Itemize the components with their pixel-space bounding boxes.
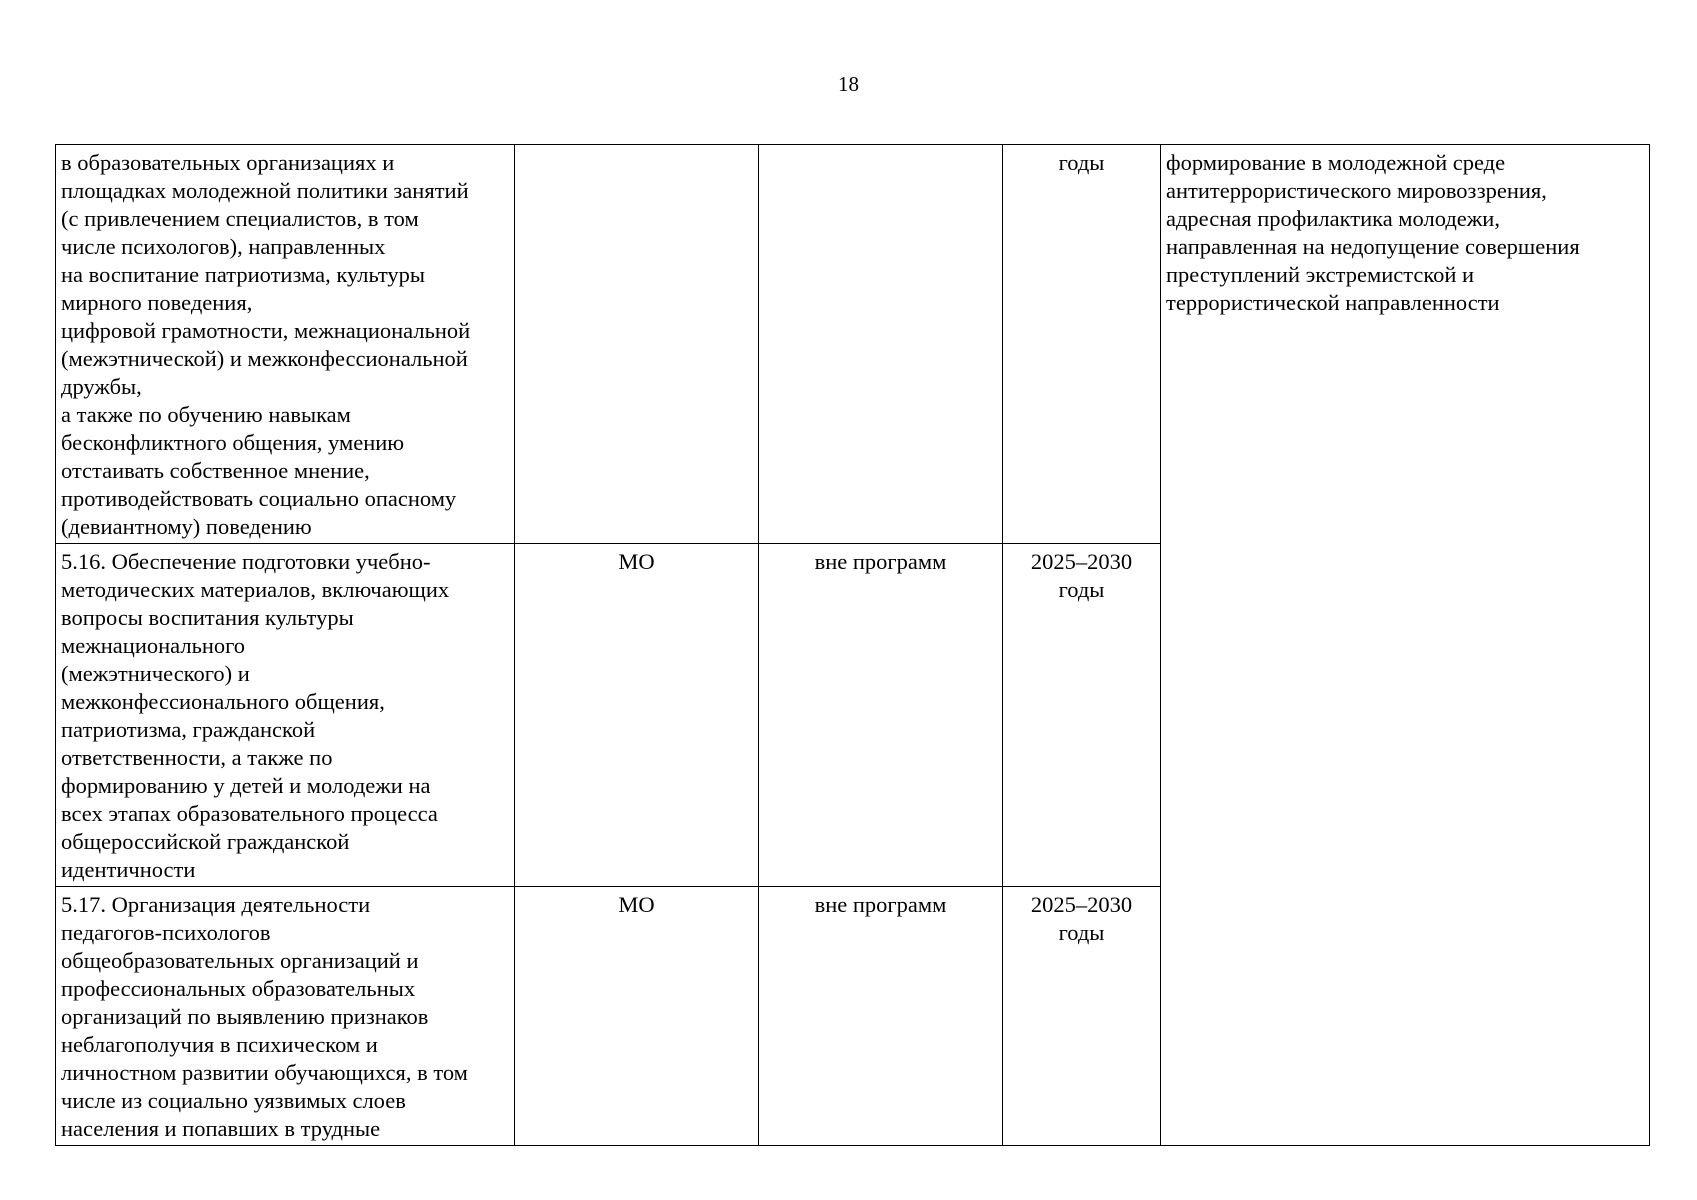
measure-line: (межэтнической) и межконфессиональной — [61, 346, 468, 371]
measure-line: личностном развитии обучающихся, в том — [61, 1060, 468, 1085]
funding-source-cell: вне программ — [759, 544, 1003, 887]
measure-line: профессиональных образовательных — [61, 976, 416, 1001]
period-cell — [1003, 887, 1161, 1146]
measure-line: 5.16. Обеспечение подготовки учебно- — [61, 549, 431, 574]
measure-line: формированию у детей и молодежи на — [61, 773, 431, 798]
result-line: формирование в молодежной среде — [1166, 150, 1506, 175]
period-cell — [1003, 544, 1161, 887]
measure-line: педагогов-психологов — [61, 920, 271, 945]
measure-cell — [56, 887, 515, 1146]
measure-line: патриотизма, гражданской — [61, 717, 316, 742]
measure-line: (с привлечением специалистов, в том — [61, 206, 419, 231]
period-line: 2025–2030 — [1030, 549, 1133, 574]
measure-line: общеобразовательных организаций и — [61, 948, 419, 973]
page-number: 18 — [838, 72, 859, 96]
measure-line: неблагополучия в психическом и — [61, 1032, 378, 1057]
measure-cell — [56, 544, 515, 887]
measure-line: в образовательных организациях и — [61, 150, 395, 175]
period-line: годы — [1058, 577, 1105, 602]
executor-cell: МО — [515, 887, 759, 1146]
measure-line: всех этапах образовательного процесса — [61, 801, 438, 826]
result-line: преступлений экстремистской и — [1166, 262, 1475, 287]
measure-line: общероссийской гражданской — [61, 829, 350, 854]
expected-result-cell — [1161, 145, 1650, 1146]
measure-line: населения и попавших в трудные — [61, 1116, 381, 1141]
period-cell — [1003, 145, 1161, 544]
funding-source-cell: вне программ — [759, 887, 1003, 1146]
measure-line: идентичности — [61, 857, 196, 882]
measure-line: межконфессионального общения, — [61, 689, 385, 714]
measure-line: бесконфликтного общения, умению — [61, 430, 405, 455]
measure-line: мирного поведения, — [61, 290, 253, 315]
measure-line: организаций по выявлению признаков — [61, 1004, 429, 1029]
measure-line: на воспитание патриотизма, культуры — [61, 262, 426, 287]
table-row — [56, 145, 1650, 544]
result-line: террористической направленности — [1166, 290, 1500, 315]
measure-line: (межэтнического) и — [61, 661, 250, 686]
measure-line: цифровой грамотности, межнациональной — [61, 318, 471, 343]
result-line: направленная на недопущение совершения — [1166, 234, 1580, 259]
result-line: антитеррористического мировоззрения, — [1166, 178, 1547, 203]
measure-line: межнационального — [61, 633, 246, 658]
measure-line: противодействовать социально опасному — [61, 486, 457, 511]
result-line: адресная профилактика молодежи, — [1166, 206, 1500, 231]
funding-source-cell — [759, 145, 1003, 544]
measure-line: 5.17. Организация деятельности — [61, 892, 371, 917]
period-line: 2025–2030 — [1030, 892, 1133, 917]
measure-line: числе из социально уязвимых слоев — [61, 1088, 406, 1113]
executor-cell — [515, 145, 759, 544]
measure-cell — [56, 145, 515, 544]
measure-line: ответственности, а также по — [61, 745, 333, 770]
period-line: годы — [1058, 920, 1105, 945]
measure-line: отстаивать собственное мнение, — [61, 458, 370, 483]
measure-line: (девиантному) поведению — [61, 514, 312, 539]
measure-line: вопросы воспитания культуры — [61, 605, 354, 630]
measure-line: площадках молодежной политики занятий — [61, 178, 469, 203]
measure-line: числе психологов), направленных — [61, 234, 386, 259]
executor-cell: МО — [515, 544, 759, 887]
measure-line: дружбы, — [61, 374, 142, 399]
measures-table — [55, 144, 1650, 1146]
measure-line: а также по обучению навыкам — [61, 402, 351, 427]
measure-line: методических материалов, включающих — [61, 577, 450, 602]
period-line: годы — [1058, 150, 1105, 175]
